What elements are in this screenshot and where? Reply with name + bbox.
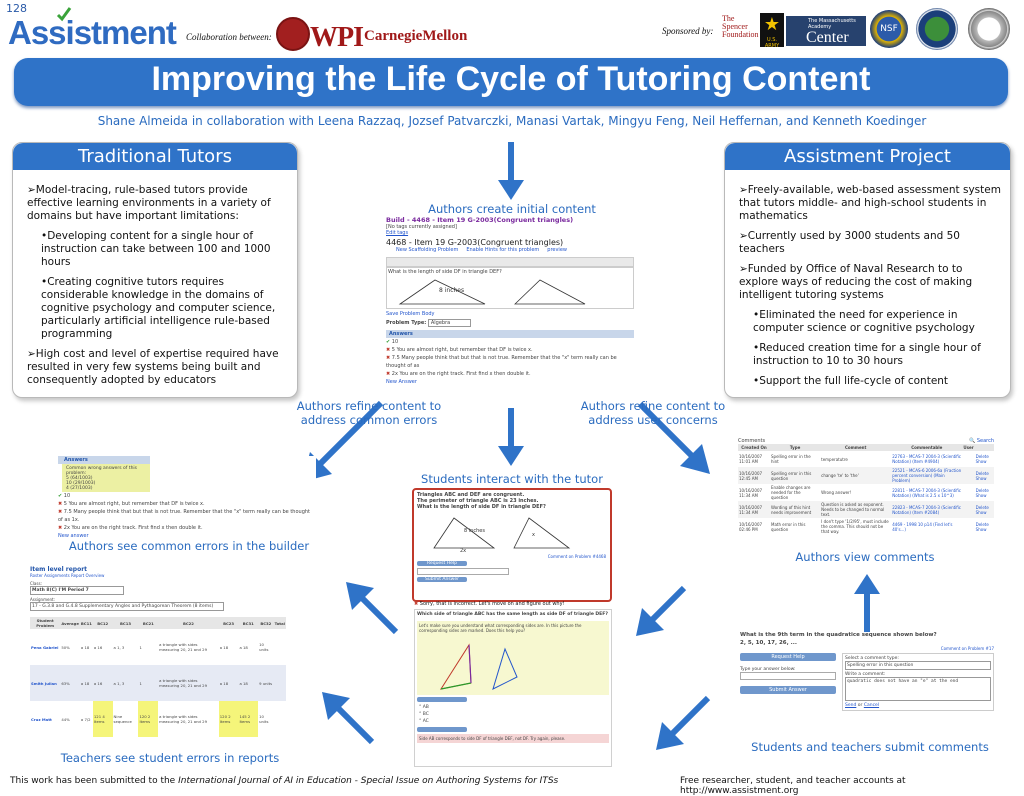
comment-form-screenshot: What is the 9th term in the quadratice sequence shown below? 2, 5, 10, 17, 26, ... Comment on Problem #17 Request Help Type your answer below: Submit Answer Select a comment type: Spelling error in this question Write a comment: quadratic does not have an "e" at the end Send or Cancel [740,632,994,738]
table-row: Smith Julian 63% a 18 a 16 a 1, 3 1 a triangle with sides measuring 20, 21 and 29 a 18 a 18 9 units [30,665,286,701]
answer-row: ✔ 10 [58,493,71,499]
editor-toolbar[interactable] [386,257,634,267]
diagonal-arrow-icon [318,688,378,748]
triangle-figure [414,512,604,552]
footer-left: This work has been submitted to the International Journal of AI in Education - Special Issue on Authoring Systems for ITSs [10,776,559,786]
new-answer-link[interactable]: New answer [58,533,89,539]
new-scaffold-link[interactable]: New Scaffolding Problem [396,247,459,253]
panel-bullet: •Creating cognitive tutors requires considerable knowledge in the domains of cognitive psychology and computer science, particularly artificial intelligence rule-based programming [41,276,276,340]
answer-input[interactable] [740,672,836,680]
harvard-seal [276,17,310,51]
assistment-logo: Assistment [8,14,176,51]
panel-paragraph: ➢Model-tracing, rule-based tutors provide effective learning environments in a variety of domains but have important limitations: [27,184,271,222]
panel-title: Assistment Project [725,143,1010,170]
wpi-logo: WPI [310,22,363,53]
builder-title: Build - 4468 - Item 19 G-2003(Congruent triangles) [386,216,574,224]
edit-tags-link[interactable]: Edit tags [386,230,409,236]
send-button[interactable]: Send [845,703,857,708]
wrong-answer-message: ✖ Sorry, that is incorrect. Let's move on and figure out why! [414,601,565,607]
triangle-side-label: x [532,532,535,538]
answer-row: ✖ 7.5 Many people think that but that is not true. Remember that the "x" term really can be thought of as 1x. [58,509,310,523]
answer-input[interactable] [417,568,509,575]
comment-textarea[interactable]: quadratic does not have an "e" at the end [845,677,991,701]
table-row: Cruz Matt 44% a 7/2 121 4 Items Nine sequence 120 2 Items a triangle with sides measuring 20, 21 and 29 120 2 Items 145 2 Items 10 units [30,701,286,737]
caption-common-errors: Authors see common errors in the builder [68,539,310,553]
answer-row: ✔ 10 [386,339,399,345]
sponsored-label: Sponsored by: [662,26,714,36]
assignment-select[interactable]: 17 - G.3.8 and G.4.8 Supplementary Angles and Pythagorean Theorem (8 items) [30,602,224,611]
army-logo: ★ U.S. ARMY [760,13,784,47]
table-row: 10/16/2007 11:34 AM Wording of this hint needs improvement Question is asked as exponent. Needs to be changed to normal text. 22823 - MCAS-7 2004-3 (Scientific Notation) (Item #2084) Delete Show [738,501,994,518]
option-ab[interactable]: ° AB [419,705,429,710]
enable-hints-link[interactable]: Enable Hints for this problem [466,247,540,253]
comments-screenshot [738,438,994,546]
diagonal-arrow-icon [652,694,712,754]
center-logo: The Massachusetts Academy Center [786,16,866,46]
answer-row: ✖ 5 You are almost right, but remember that DF is twice x. [386,347,533,353]
spencer-logo: The Spencer Foundation [722,14,759,39]
panel-bullet: •Reduced creation time for a single hour of instruction to 10 to 30 hours [753,342,981,367]
search-link[interactable]: 🔍 Search [968,438,994,444]
table-row: 10/16/2007 02:46 PM Math error in this question I don't type '1/2/95', must include the comma. This should not be that way. 4469 - 1998 10 p14 (Find let's 40's...) Delete Show [739,519,989,534]
table-row: 10/16/2007 11:01 AM Spelling error in the hint temperatutre 22763 - MCAS-7 2004-3 (Scientific Notation) (Item #4904) Delete Show [739,454,989,464]
panel-paragraph: ➢Currently used by 3000 students and 50 teachers [739,230,960,255]
report-table: Student Problem Average BC11 BC12 BC13 BC21 BC22 BC23 BC31 BC32 Total Pena Gabriel 50% a 18 a 16 a 1, 3 1 a triangle with sides measuring 20, 21 and 29 a 18 a 18 10 units Smith Julian 63% a 18 a 16 a 1, 3 1 a triangle with sides measuring 20, 21 and 29 a 18 a 18 9 units Cruz Matt 44% a 7/2 121 4 Items Nine sequence 120 2 Items a triangle with sides measuring 20, 21 and 29 120 2 Items 145 2 Items 10 units [30,617,286,737]
comment-link[interactable]: Comment on Problem #4468 [547,554,606,559]
submit-answer-button[interactable]: Submit Answer [740,686,836,694]
comments-table: Created On Type Comment Commentable User 10/16/2007 11:01 AM Spelling error in the hint temperatutre 22763 - MCAS-7 2004-3 (Scientific Notation) (Item #4904) Delete Show 10/16/2007 12:45 AM Spelling error in this question change 'te' to 'the' 22521 - MCAS-6 2006-6a (Fraction percent conversion) (Main Problem) Delete Show 10/16/2007 11:34 AM Enable changes are needed for the question Wrong answer! 22811 - MCAS-7 2004-3 (Scientific Notation) (What is 2.5 x 10^3) Delete Show 10/16/2007 11:34 AM Wording of this hint needs improvement Question is asked as exponent. Needs to be changed to normal text. 22823 - MCAS-7 2004-3 (Scientific Notation) (Item #2084) Delete Show 10/16/2007 02:46 PM Math error in this question I don't type '1/2/95', must include the comma. This should not be that way. 4469 - 1998 10 p14 (Find let's 40's...) Delete Show [738,444,994,535]
dept-education-seal [916,8,958,50]
problem-editor[interactable]: What is the length of side DF in triangle DEF? 8 inches [386,267,634,309]
triangle-figure [421,639,521,693]
request-help-button[interactable]: Request Help [417,561,467,566]
answer-row: ✖ 2x You are on the right track. First find x then double it. [58,525,203,531]
table-row: 10/16/2007 11:34 AM Enable changes are needed for the question Wrong answer! 22811 - MCAS-7 2004-3 (Scientific Notation) (What is 2.5 x 10^3) Delete Show [739,485,989,500]
panel-title: Traditional Tutors [13,143,297,170]
panel-paragraph: ➢Freely-available, web-based assessment system that tutors middle- and high-school students in mathematics [739,184,1001,222]
scaffold-hint-box: Let's make sure you understand what corresponding sides are. In this picture the corresponding sides are marked. Does this help you? [417,621,609,695]
feedback-message: Side AB corresponds to side DF of triangle DEF, not DF. Try again, please. [417,734,609,743]
option-bc[interactable]: ° BC [419,712,429,717]
answer-row: ✖ 2x You are on the right track. First find x then double it. [386,371,531,377]
down-arrow-icon [496,408,526,468]
answer-row: ✖ 7.5 Many people think that but that is not true. Remember that the "x" term really can be thought of as [386,355,617,369]
caption-submit-comments: Students and teachers submit comments [751,740,989,754]
save-body-link[interactable]: Save Problem Body [386,311,435,317]
page-number: 128 [6,2,27,15]
builder-screenshot: Build - 4468 - Item 19 G-2003(Congruent triangles) [No tags currently assigned] Edit tags 4468 - Item 19 G-2003(Congruent triangles) New Scaffolding Problem Enable Hints for this problem preview What is the length of side DF in triangle DEF? 8 inches Save Problem Body Problem Type: Algebra Answers ✔ 10 ✖ 5 You are almost right, but remember that DF is twice x. ✖ 7.5 Many people think that but that is not true. Remember that the "x" term really can be thought of as ✖ 2x You are on the right track. First find x then double it. New Answer [386,216,634,396]
submit-answer-button[interactable] [417,727,467,732]
caption-teachers-see: Teachers see student errors in reports [60,751,280,765]
comment-type-select[interactable]: Spelling error in this question [845,661,991,670]
common-errors-popup: Common wrong answers of this problem: 5 (64/1003) 10 (29/1003) 4 (27/1003) [62,464,150,492]
panel-bullet: •Support the full life-cycle of content [753,375,949,387]
table-row: 10/16/2007 12:45 AM Spelling error in this question change 'te' to 'the' 22521 - MCAS-6 2006-6a (Fraction percent conversion) (Main Problem) Delete Show [738,467,994,484]
request-help-button[interactable]: Request Help [740,653,836,661]
new-answer-link[interactable]: New Answer [386,379,417,385]
cancel-link[interactable]: Cancel [863,703,880,708]
nsf-seal: NSF [870,10,908,48]
item-report-screenshot: Item level report Roster Assignments Report Overview Class: Math 8(C) I'M Period 7 Assignment: 17 - G.3.8 and G.4.8 Supplementary Angles and Pythagorean Theorem (8 items) Student Problem Average BC11 BC12 BC13 BC21 BC22 BC23 BC31 BC32 Total Pena Gabriel 50% a 18 a 16 a 1, 3 1 a triangle with sides measuring 20, 21 and 29 a 18 a 18 10 units Smith Julian 63% a 18 a 16 a 1, 3 1 a triangle with sides measuring 20, 21 and 29 a 18 a 18 9 units Cruz Matt 44% a 7/2 121 4 Items Nine sequence 120 2 Items a triangle with sides measuring 20, 21 and 29 120 2 Items 145 2 Items 10 units [30,566,286,746]
triangle-side-label: 2x [460,548,467,554]
traditional-tutors-panel [12,142,298,398]
triangle-length-label: 8 inches [439,287,465,294]
submit-answer-button[interactable]: Submit Answer [417,577,467,582]
problem-type-select[interactable]: Algebra [428,319,471,327]
collaboration-label: Collaboration between: [186,32,272,42]
comment-box: Select a comment type: Spelling error in this question Write a comment: quadratic does not have an "e" at the end Send or Cancel [842,653,994,711]
report-title: Item level report [30,566,88,573]
navy-research-seal [968,8,1010,50]
common-errors-screenshot [58,456,316,539]
caption-refine-common: Authors refine content to address common errors [296,399,442,427]
comments-title: Comments [738,438,766,444]
tutor-screenshot: Triangles ABC and DEF are congruent. The perimeter of triangle ABC is 23 inches. What is the length of side DF in triangle DEF? 8 inches 2x x Comment on Problem #4468 Request Help Submit Answer [412,488,612,602]
panel-paragraph: ➢Funded by Office of Naval Research to to explore ways of reducing the cost of making intelligent tutoring systems [739,263,973,301]
down-arrow-icon [496,142,526,202]
cmu-logo: CarnegieMellon [364,28,468,44]
builder-item-name: 4468 - Item 19 G-2003(Congruent triangles) [386,238,564,247]
up-arrow-icon [852,572,882,632]
scaffold-screenshot: Which side of triangle ABC has the same length as side DF of triangle DEF? Let's make sure you understand what corresponding sides are. In this picture the corresponding sides are marked. Does this help you? ° AB ° BC ° AC Side AB corresponds to side DF of triangle DEF, not DF. Try again, please. [414,609,612,767]
caption-refine-user: Authors refine content to address user concerns [580,399,726,427]
diagonal-arrow-icon [632,584,688,640]
preview-link[interactable]: preview [547,247,567,253]
request-help-button[interactable] [417,697,467,702]
answers-header: Answers [386,330,634,338]
author-line: Shane Almeida in collaboration with Leena Razzaq, Jozsef Patvarczki, Manasi Vartak, Mingyu Feng, Neil Heffernan, and Kenneth Koedinger [97,114,927,128]
diagonal-arrow-icon [342,578,400,636]
answer-row: ✖ 5 You are almost right, but remember that DF is twice x. [58,501,205,507]
panel-bullet: •Developing content for a single hour of instruction can take between 100 and 1000 hours [41,230,271,268]
poster-title: Improving the Life Cycle of Tutoring Content [151,60,871,98]
comment-link[interactable]: Comment on Problem #17 [940,646,994,651]
footer-right: Free researcher, student, and teacher accounts at http://www.assistment.org [680,776,906,796]
panel-bullet: •Eliminated the need for experience in computer science or cognitive psychology [753,309,975,334]
answers-header: Answers [58,456,150,464]
caption-view-comments: Authors view comments [795,550,935,564]
triangle-figure [395,276,615,306]
caption-students-interact: Students interact with the tutor [421,472,603,486]
panel-paragraph: ➢High cost and level of expertise required have resulted in very few systems being built and consequently adopted by educators [27,348,279,386]
caption-create: Authors create initial content [428,202,596,216]
assistment-project-panel [724,142,1011,398]
option-ac[interactable]: ° AC [419,719,429,724]
table-row: Pena Gabriel 50% a 18 a 16 a 1, 3 1 a triangle with sides measuring 20, 21 and 29 a 18 a 18 10 units [31,642,269,652]
class-select[interactable]: Math 8(C) I'M Period 7 [30,586,124,595]
triangle-length-label: 8 inches [464,528,485,534]
